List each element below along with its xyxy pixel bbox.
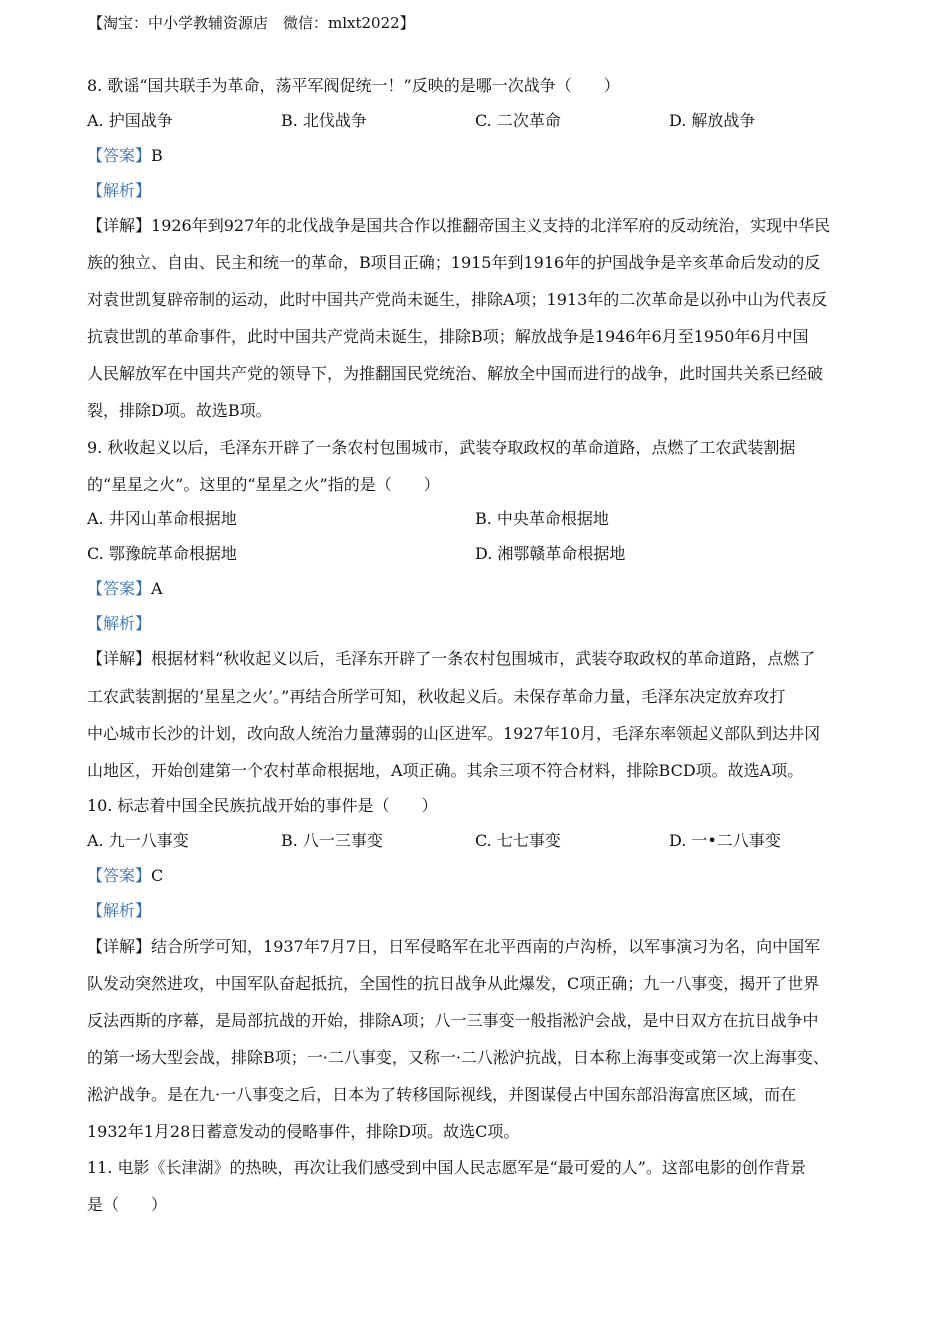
detail-text: 根据材料“秋收起义以后，毛泽东开辟了一条农村包围城市，武装夺取政权的革命道路，点燃了 [151, 649, 816, 668]
q8-analysis-tag: 【解析】 [87, 181, 152, 200]
q9-detail-line: 工农武装割据的‘星星之火’。”再结合所学可知，秋收起义后。未保存革命力量，毛泽东决定放弃攻打 [87, 687, 786, 706]
q8-detail-line: 族的独立、自由、民主和统一的革命，B项目正确；1915年到1916年的护国战争是辛亥革命后发动的反 [87, 253, 821, 272]
q8-detail-line: 人民解放军在中国共产党的领导下，为推翻国民党统治、解放全中国而进行的战争，此时国共关系已经破 [87, 364, 824, 383]
q10-detail-line: 队发动突然进攻，中国军队奋起抵抗，全国性的抗日战争从此爆发，C项正确；九一八事变，揭开了世界 [87, 974, 820, 993]
q9-detail-line: 山地区，开始创建第一个农村革命根据地，A项正确。其余三项不符合材料，排除BCD项。故选A项。 [87, 761, 804, 780]
answer-value: C [151, 866, 164, 885]
q10-detail-line: 淞沪战争。是在九·一八事变之后，日本为了转移国际视线，并图谋侵占中国东部沿海富庶区域，而在 [87, 1085, 797, 1104]
q9-stem: 9. 秋收起义以后，毛泽东开辟了一条农村包围城市，武装夺取政权的革命道路，点燃了工农武装割据 [87, 438, 796, 457]
q10-option-a: A. 九一八事变 [87, 831, 189, 850]
detail-tag: 【详解】 [87, 937, 152, 956]
q8-detail-line [87, 215, 830, 237]
q10-detail-line: 的第一场大型会战，排除B项；一·二八事变，又称一·二八淞沪抗战，日本称上海事变或第一次上海事变、 [87, 1048, 829, 1067]
q10-option-d: D. 一•二八事变 [669, 831, 781, 850]
q10-option-b: B. 八一三事变 [281, 831, 383, 850]
q8-detail-line: 对袁世凯复辟帝制的运动，此时中国共产党尚未诞生，排除A项；1913年的二次革命是以孙中山为代表反 [87, 290, 828, 309]
answer-value: B [151, 146, 163, 165]
q11-stem: 11. 电影《长津湖》的热映，再次让我们感受到中国人民志愿军是“最可爱的人”。这部电影的创作背景 [87, 1158, 806, 1177]
q10-detail-line [87, 936, 820, 958]
q9-option-b: B. 中央革命根据地 [475, 509, 609, 528]
q9-option-a: A. 井冈山革命根据地 [87, 509, 237, 528]
q8-detail-line: 裂，排除D项。故选B项。 [87, 401, 272, 420]
answer-tag: 【答案】 [87, 866, 152, 885]
q9-answer [87, 578, 163, 600]
q9-detail-line: 中心城市长沙的计划，改向敌人统治力量薄弱的山区进军。1927年10月，毛泽东率领起义部队到达井冈 [87, 724, 821, 743]
q9-stem: 的“星星之火”。这里的“星星之火”指的是（ ） [87, 475, 440, 494]
answer-tag: 【答案】 [87, 146, 152, 165]
q10-option-c: C. 七七事变 [475, 831, 561, 850]
detail-tag: 【详解】 [87, 649, 152, 668]
q10-answer [87, 865, 163, 887]
q9-option-c: C. 鄂豫皖革命根据地 [87, 544, 237, 563]
q9-option-d: D. 湘鄂赣革命根据地 [475, 544, 626, 563]
detail-text: 结合所学可知，1937年7月7日，日军侵略军在北平西南的卢沟桥，以军事演习为名，向中国军 [151, 937, 821, 956]
watermark-header: 【淘宝：中小学教辅资源店 微信：mlxt2022】 [88, 14, 415, 32]
q8-detail-line: 抗袁世凯的革命事件，此时中国共产党尚未诞生，排除B项；解放战争是1946年6月至1950年6月中国 [87, 327, 809, 346]
q9-analysis-tag: 【解析】 [87, 614, 152, 633]
q10-detail-line: 1932年1月28日蓄意发动的侵略事件，排除D项。故选C项。 [87, 1122, 520, 1141]
q10-detail-line: 反法西斯的序幕，是局部抗战的开始，排除A项；八一三事变一般指淞沪会战，是中日双方在抗日战争中 [87, 1011, 819, 1030]
q8-option-d: D. 解放战争 [669, 111, 756, 130]
q8-option-a: A. 护国战争 [87, 111, 173, 130]
q8-stem: 8. 歌谣“国共联手为革命，荡平军阀促统一！”反映的是哪一次战争（ ） [87, 76, 620, 95]
answer-tag: 【答案】 [87, 579, 152, 598]
q10-stem: 10. 标志着中国全民族抗战开始的事件是（ ） [87, 796, 438, 815]
q10-analysis-tag: 【解析】 [87, 901, 152, 920]
answer-value: A [151, 579, 163, 598]
q8-option-b: B. 北伐战争 [281, 111, 367, 130]
q8-option-c: C. 二次革命 [475, 111, 561, 130]
q8-answer [87, 145, 163, 167]
detail-tag: 【详解】 [87, 216, 152, 235]
detail-text: 1926年到927年的北伐战争是国共合作以推翻帝国主义支持的北洋军府的反动统治，实现中华民 [151, 216, 831, 235]
q9-detail-line [87, 648, 815, 670]
q11-stem: 是（ ） [87, 1195, 168, 1214]
